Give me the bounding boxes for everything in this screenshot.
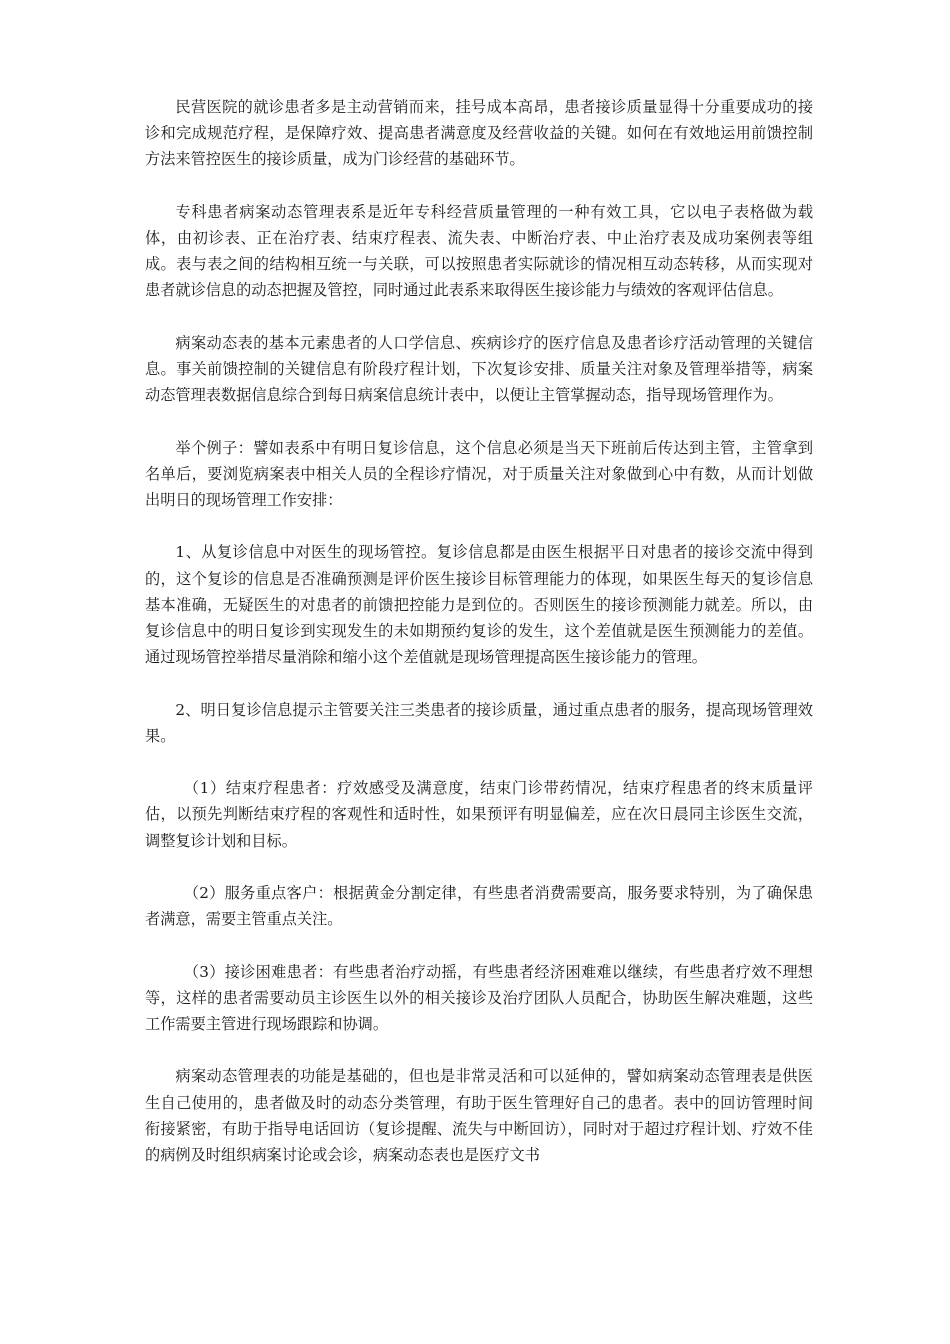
paragraph-point-2: 2、明日复诊信息提示主管要关注三类患者的接诊质量，通过重点患者的服务，提高现场管理效果。 (145, 700, 813, 745)
paragraph-subpoint-1: （1）结束疗程患者：疗效感受及满意度，结束门诊带药情况，结束疗程患者的终末质量评估，以预先判断结束疗程的客观性和适时性，如果预评有明显偏差，应在次日晨同主诊医生交流，调整复诊计划和目标。 (145, 779, 813, 850)
paragraph-subpoint-3: （3）接诊困难患者：有些患者治疗动摇，有些患者经济困难难以继续，有些患者疗效不理想等，这样的患者需要动员主诊医生以外的相关接诊及治疗团队人员配合，协助医生解决难题，这些工作需要主管进行现场跟踪和协调。 (145, 962, 813, 1033)
document-body (145, 94, 813, 1194)
paragraph-example: 举个例子：譬如表系中有明日复诊信息，这个信息必须是当天下班前后传达到主管，主管拿到名单后，要浏览病案表中相关人员的全程诊疗情况，对于质量关注对象做到心中有数，从而计划做出明日的现场管理工作安排： (145, 438, 813, 509)
paragraph-point-1: 1、从复诊信息中对医生的现场管控。复诊信息都是由医生根据平日对患者的接诊交流中得到的，这个复诊的信息是否准确预测是评价医生接诊目标管理能力的体现，如果医生每天的复诊信息基本准确，无疑医生的对患者的前馈把控能力是到位的。否则医生的接诊预测能力就差。所以，由复诊信息中的明日复诊到实现发生的未如期预约复诊的发生，这个差值就是医生预测能力的差值。通过现场管控举措尽量消除和缩小这个差值就是现场管理提高医生接诊能力的管理。 (145, 543, 813, 667)
paragraph-subpoint-2: （2）服务重点客户：根据黄金分割定律，有些患者消费需要高，服务要求特别，为了确保患者满意，需要主管重点关注。 (145, 883, 813, 929)
paragraph-intro: 民营医院的就诊患者多是主动营销而来，挂号成本高昂，患者接诊质量显得十分重要成功的接诊和完成规范疗程，是保障疗效、提高患者满意度及经营收益的关键。如何在有效地运用前馈控制方法来管控医生的接诊质量，成为门诊经营的基础环节。 (145, 98, 813, 169)
paragraph-basic-elements: 病案动态表的基本元素患者的人口学信息、疾病诊疗的医疗信息及患者诊疗活动管理的关键信息。事关前馈控制的关键信息有阶段疗程计划，下次复诊安排、质量关注对象及管理举措等，病案动态管理表数据信息综合到每日病案信息统计表中，以便让主管掌握动态，指导现场管理作为。 (145, 333, 813, 405)
paragraph-function: 病案动态管理表的功能是基础的，但也是非常灵活和可以延伸的，譬如病案动态管理表是供医生自己使用的，患者做及时的动态分类管理，有助于医生管理好自己的患者。表中的回访管理时间衔接紧密，有助于指导电话回访（复诊提醒、流失与中断回访），同时对于超过疗程计划、疗效不佳的病例及时组织病案讨论或会诊，病案动态表也是医疗文书 (145, 1067, 813, 1164)
paragraph-table-system: 专科患者病案动态管理表系是近年专科经营质量管理的一种有效工具，它以电子表格做为载体，由初诊表、正在治疗表、结束疗程表、流失表、中断治疗表、中止治疗表及成功案例表等组成。表与表之间的结构相互统一与关联，可以按照患者实际就诊的情况相互动态转移，从而实现对患者就诊信息的动态把握及管控，同时通过此表系来取得医生接诊能力与绩效的客观评估信息。 (145, 202, 813, 300)
